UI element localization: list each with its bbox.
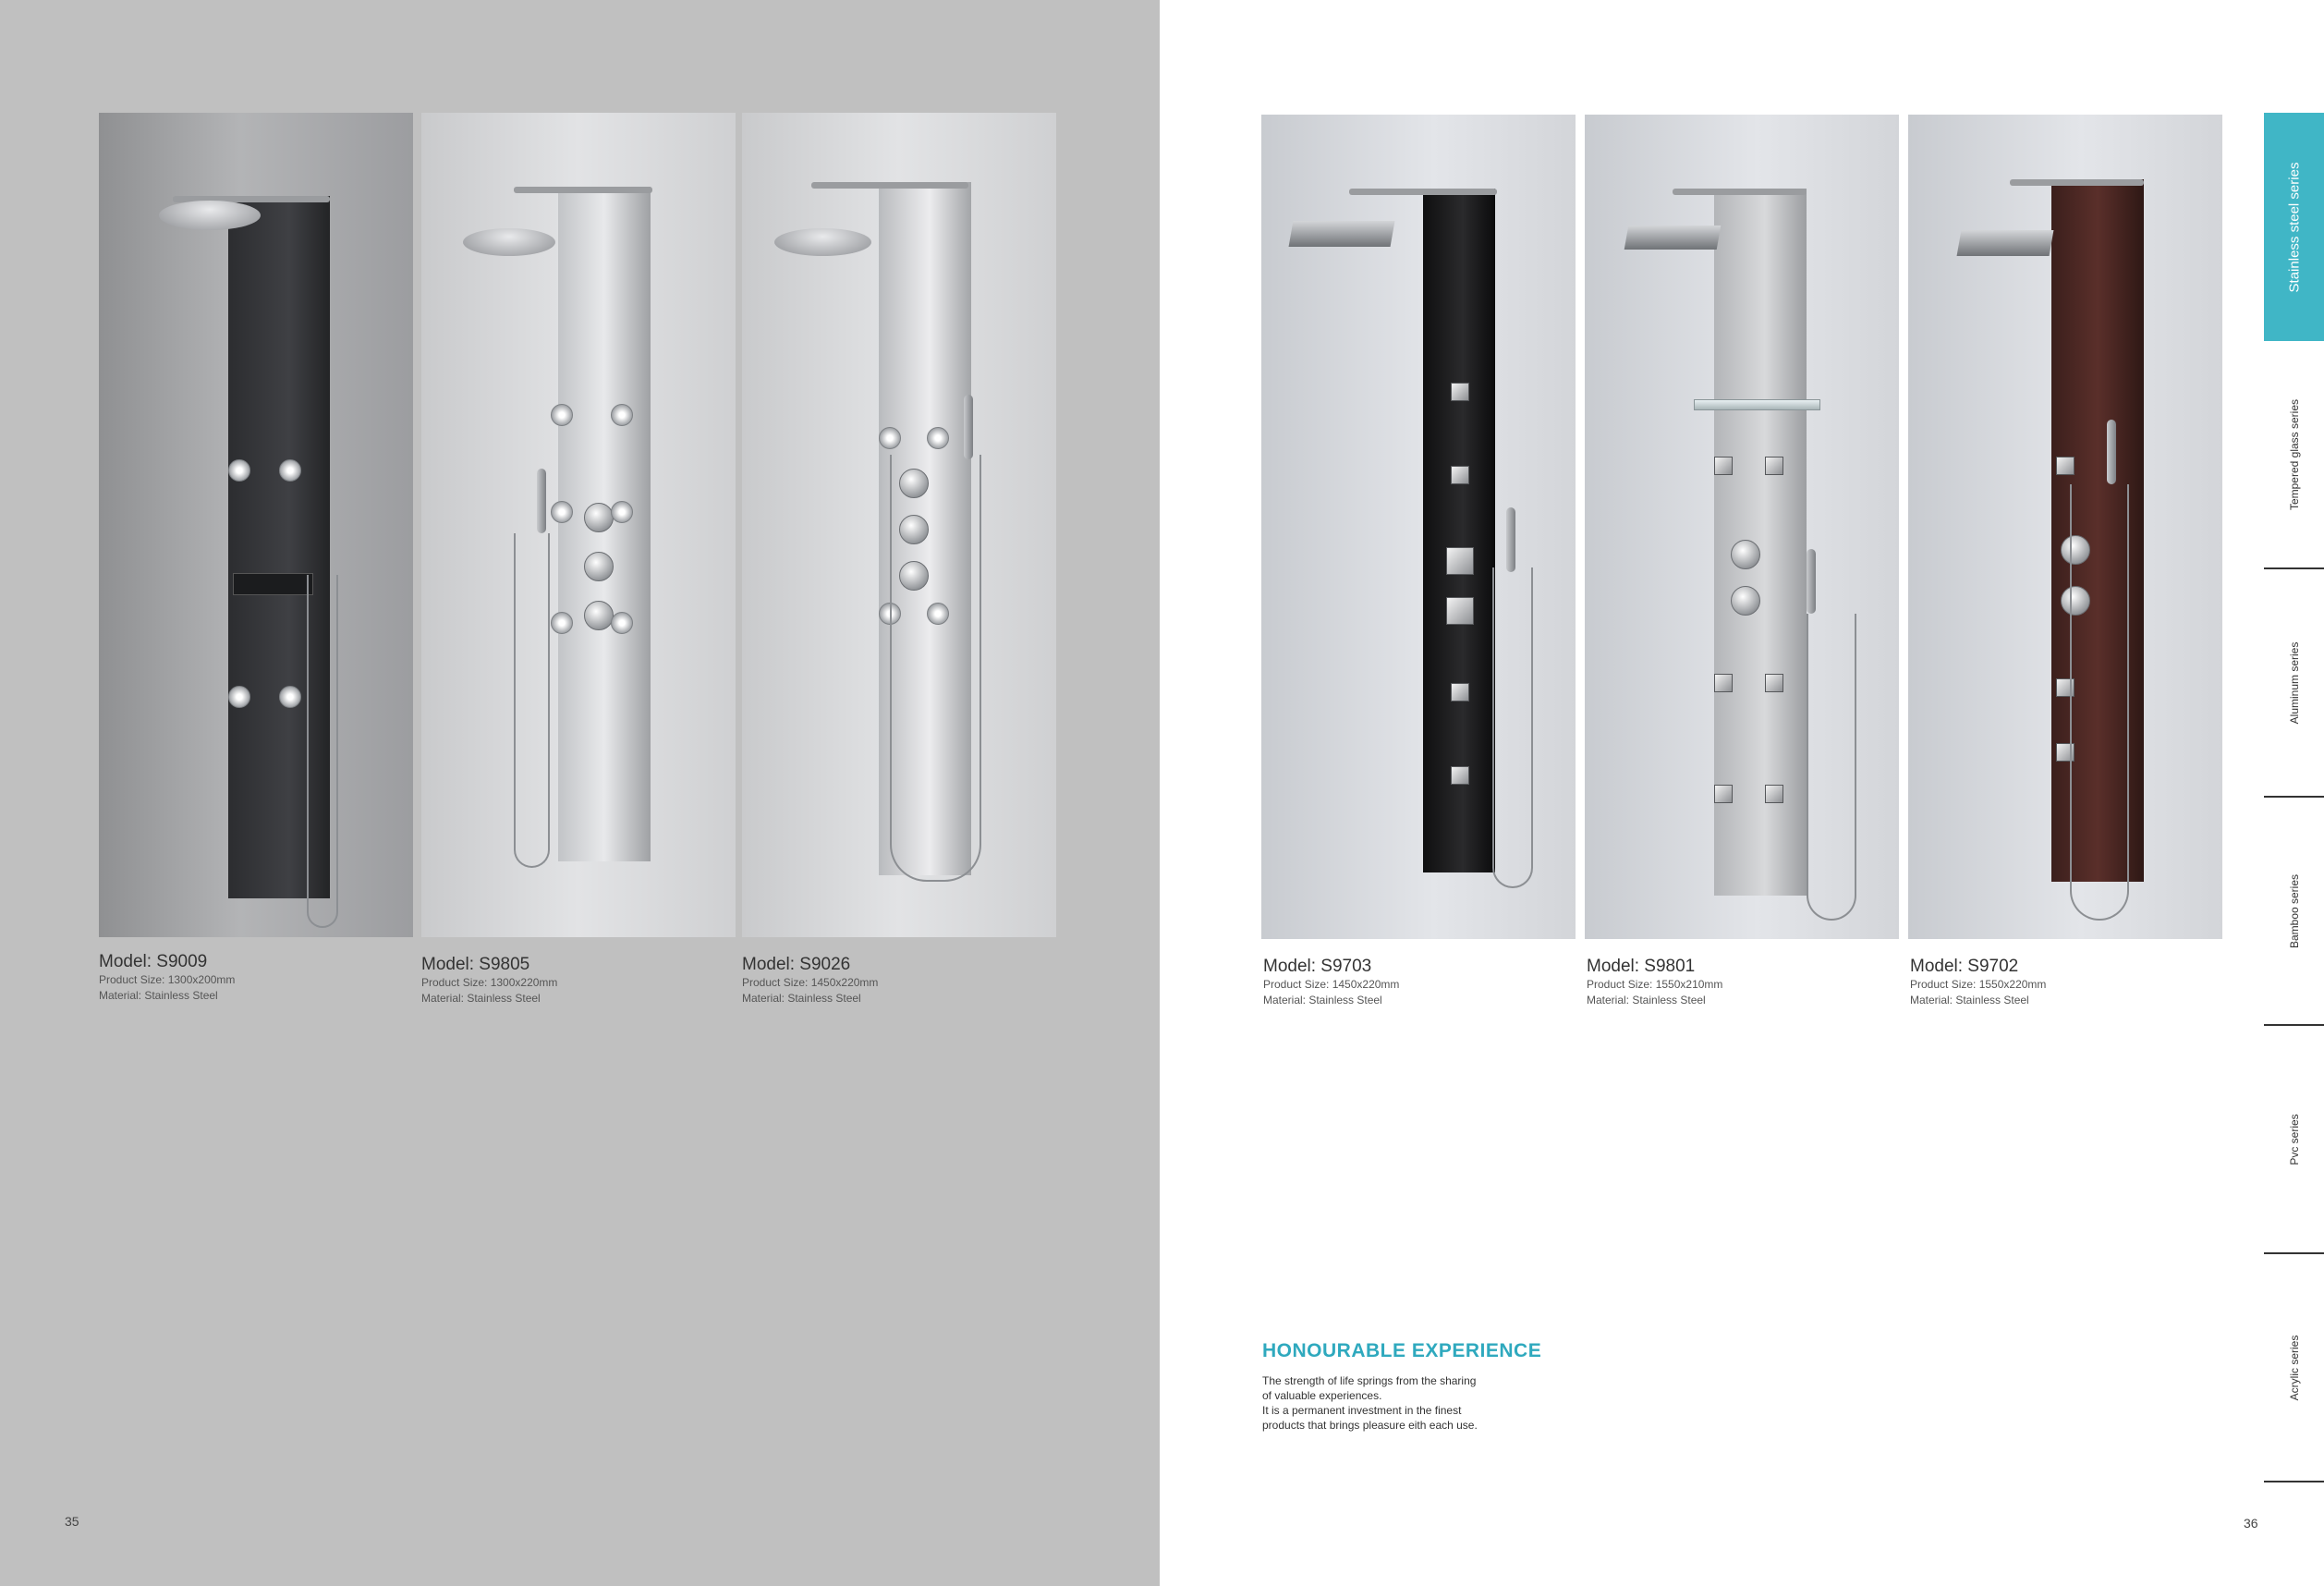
control-knob-icon bbox=[1731, 586, 1760, 616]
control-knob-icon bbox=[584, 503, 614, 532]
product-material: Material: Stainless Steel bbox=[99, 989, 218, 1002]
square-body-jet-icon bbox=[1451, 766, 1469, 785]
square-body-jet-icon bbox=[1451, 683, 1469, 702]
tab-stainless-steel-series[interactable] bbox=[2264, 113, 2324, 341]
product-size: Product Size: 1450x220mm bbox=[742, 976, 879, 989]
control-knob-icon bbox=[1731, 540, 1760, 569]
product-photo-s9805 bbox=[421, 113, 736, 937]
product-material: Material: Stainless Steel bbox=[742, 992, 861, 1005]
body-jet-icon bbox=[228, 459, 250, 482]
shower-arm bbox=[2010, 179, 2144, 186]
body-jet-icon bbox=[611, 404, 633, 426]
model-label: Model: S9801 bbox=[1587, 957, 1696, 976]
page-number: 36 bbox=[2244, 1516, 2258, 1531]
product-material: Material: Stainless Steel bbox=[421, 992, 541, 1005]
tab-label: Tempered glass series bbox=[2287, 398, 2301, 510]
product-size: Product Size: 1300x200mm bbox=[99, 973, 236, 986]
model-label: Model: S9009 bbox=[99, 952, 208, 971]
shower-head-icon bbox=[463, 228, 555, 256]
tab-label: Pvc series bbox=[2287, 1113, 2301, 1165]
series-tab-strip bbox=[2264, 113, 2324, 1481]
tab-acrylic-series[interactable] bbox=[2264, 1254, 2324, 1482]
product-material: Material: Stainless Steel bbox=[1910, 994, 2029, 1006]
caption-s9702 bbox=[1910, 957, 2206, 1008]
body-jet-icon bbox=[879, 427, 901, 449]
hand-shower-icon bbox=[1807, 549, 1816, 614]
model-label: Model: S9805 bbox=[421, 955, 530, 974]
square-body-jet-icon bbox=[1714, 785, 1733, 803]
product-size: Product Size: 1550x210mm bbox=[1587, 978, 1723, 991]
body-jet-icon bbox=[551, 501, 573, 523]
square-body-jet-icon bbox=[2056, 457, 2075, 475]
product-size: Product Size: 1450x220mm bbox=[1263, 978, 1400, 991]
hand-shower-icon bbox=[1506, 507, 1515, 572]
control-knob-icon bbox=[1446, 547, 1474, 575]
square-shower-head-icon bbox=[1957, 230, 2054, 256]
body-text-line: The strength of life springs from the sharing bbox=[1262, 1374, 1477, 1387]
shower-arm bbox=[1673, 189, 1807, 195]
body-jet-icon bbox=[551, 612, 573, 634]
tab-label: Bamboo series bbox=[2287, 873, 2301, 948]
body-jet-icon bbox=[611, 612, 633, 634]
body-jet-icon bbox=[279, 686, 301, 708]
product-photo-s9026 bbox=[742, 113, 1056, 937]
honourable-experience bbox=[1262, 1340, 1576, 1433]
body-text-line: of valuable experiences. bbox=[1262, 1389, 1382, 1402]
shower-hose bbox=[890, 455, 981, 882]
square-body-jet-icon bbox=[1451, 383, 1469, 401]
shower-hose bbox=[2070, 484, 2129, 921]
square-body-jet-icon bbox=[1765, 457, 1783, 475]
shower-head-icon bbox=[774, 228, 871, 256]
left-page bbox=[0, 0, 1160, 1586]
square-shower-head-icon bbox=[1289, 221, 1395, 247]
body-jet-icon bbox=[611, 501, 633, 523]
product-size: Product Size: 1550x220mm bbox=[1910, 978, 2047, 991]
control-display bbox=[233, 573, 313, 595]
tab-aluminum-series[interactable] bbox=[2264, 569, 2324, 798]
shower-hose bbox=[1492, 567, 1533, 888]
tab-label: Acrylic series bbox=[2287, 1335, 2301, 1400]
product-photo-s9702 bbox=[1908, 115, 2222, 939]
tab-pvc-series[interactable] bbox=[2264, 1026, 2324, 1254]
body-jet-icon bbox=[279, 459, 301, 482]
shower-hose bbox=[1807, 614, 1856, 921]
caption-s9801 bbox=[1587, 957, 1882, 1008]
shower-hose bbox=[514, 533, 550, 868]
control-knob-icon bbox=[1446, 597, 1474, 625]
model-label: Model: S9703 bbox=[1263, 957, 1372, 976]
glass-shelf bbox=[1694, 399, 1820, 410]
tab-tempered-glass-series[interactable] bbox=[2264, 341, 2324, 569]
tab-label: Stainless steel series bbox=[2286, 162, 2302, 292]
body-jet-icon bbox=[228, 686, 250, 708]
product-size: Product Size: 1300x220mm bbox=[421, 976, 558, 989]
control-knob-icon bbox=[584, 601, 614, 630]
body-jet-icon bbox=[927, 427, 949, 449]
square-body-jet-icon bbox=[1714, 457, 1733, 475]
product-photo-s9703 bbox=[1261, 115, 1576, 939]
square-body-jet-icon bbox=[1765, 674, 1783, 692]
caption-s9009 bbox=[99, 952, 395, 1004]
body-text-line: It is a permanent investment in the finest bbox=[1262, 1404, 1462, 1417]
hand-shower-icon bbox=[537, 469, 546, 533]
model-label: Model: S9702 bbox=[1910, 957, 2019, 976]
shower-head-icon bbox=[159, 201, 261, 230]
body-text-line: products that brings pleasure eith each use. bbox=[1262, 1419, 1478, 1432]
caption-s9703 bbox=[1263, 957, 1559, 1008]
tab-bamboo-series[interactable] bbox=[2264, 798, 2324, 1026]
product-photo-s9801 bbox=[1585, 115, 1899, 939]
product-material: Material: Stainless Steel bbox=[1263, 994, 1382, 1006]
model-label: Model: S9026 bbox=[742, 955, 851, 974]
product-material: Material: Stainless Steel bbox=[1587, 994, 1706, 1006]
square-body-jet-icon bbox=[1765, 785, 1783, 803]
body-jet-icon bbox=[551, 404, 573, 426]
control-knob-icon bbox=[584, 552, 614, 581]
hand-shower-icon bbox=[964, 395, 973, 459]
section-title: HONOURABLE EXPERIENCE bbox=[1262, 1340, 1542, 1361]
tab-label: Aluminum series bbox=[2287, 641, 2301, 724]
shower-hose bbox=[307, 575, 338, 928]
square-body-jet-icon bbox=[1451, 466, 1469, 484]
shower-arm bbox=[514, 187, 652, 193]
hand-shower-icon bbox=[2107, 420, 2116, 484]
product-photo-s9009 bbox=[99, 113, 413, 937]
page-number: 35 bbox=[65, 1514, 79, 1529]
square-body-jet-icon bbox=[1714, 674, 1733, 692]
square-shower-head-icon bbox=[1624, 226, 1722, 250]
shower-arm bbox=[1349, 189, 1497, 195]
shower-arm bbox=[811, 182, 968, 189]
caption-s9805 bbox=[421, 955, 717, 1006]
caption-s9026 bbox=[742, 955, 1038, 1006]
